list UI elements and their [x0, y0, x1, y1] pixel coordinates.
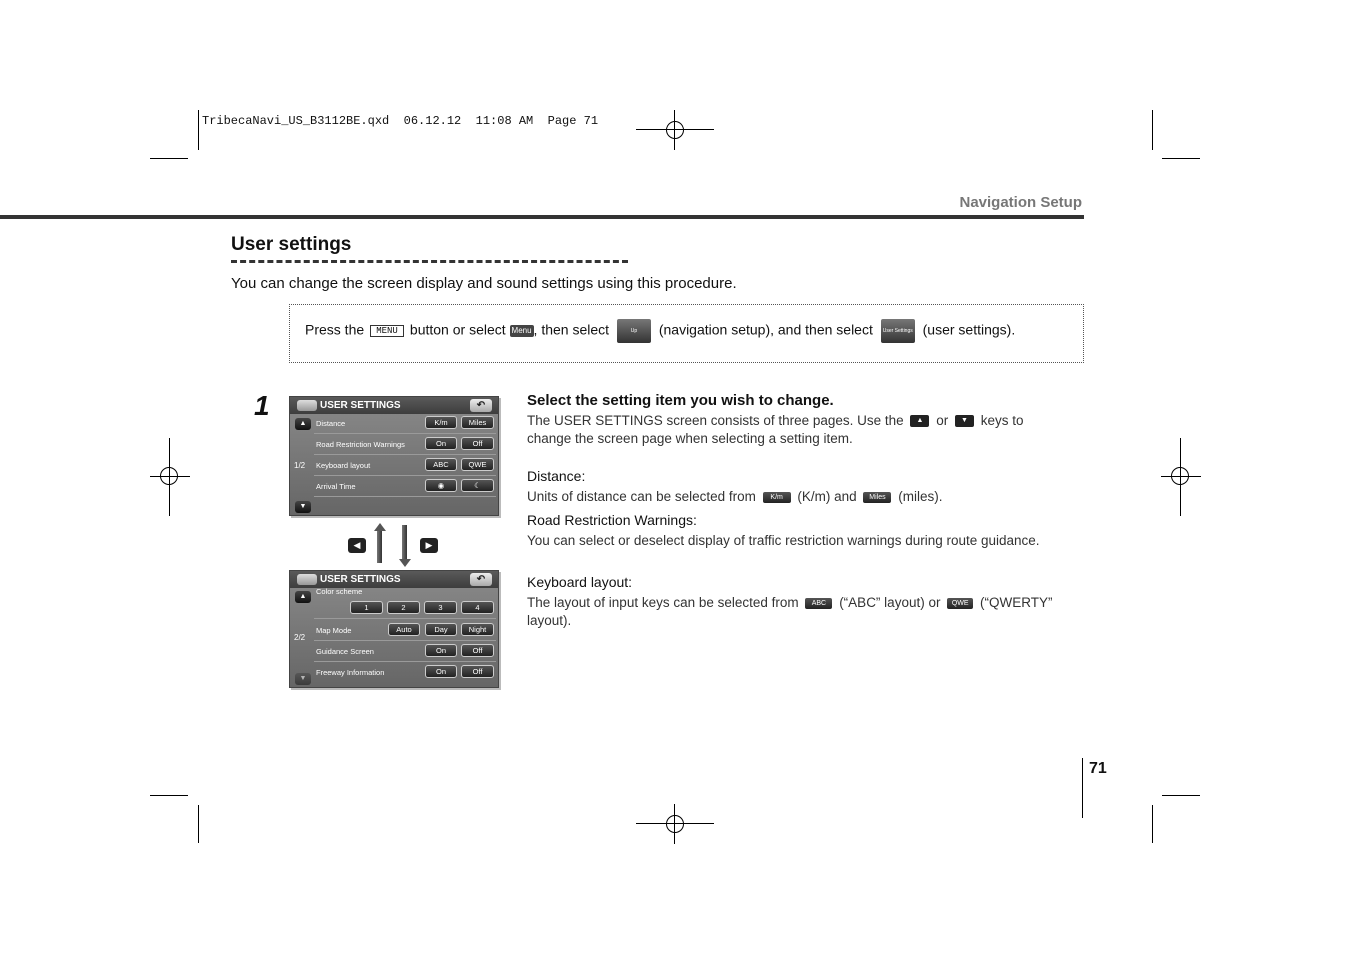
desc-text: (K/m) and	[797, 489, 857, 504]
abc-button[interactable]: ABC	[425, 458, 457, 471]
down-key-icon: ▼	[955, 415, 974, 427]
crop-mark	[1152, 805, 1153, 843]
desc-text: The layout of input keys can be selected from	[527, 595, 799, 610]
screen-title: USER SETTINGS	[320, 574, 401, 585]
miles-button[interactable]: Miles	[461, 416, 494, 429]
procedure-text: (user settings).	[922, 321, 1016, 338]
menu-key: MENU	[370, 325, 404, 337]
registration-mark-bottom	[636, 804, 714, 844]
left-arrow-icon: ◀	[348, 538, 366, 553]
qwe-key-icon: QWE	[947, 598, 973, 609]
page-number-rule	[1082, 758, 1083, 818]
setting-row-freeway-information	[314, 662, 496, 683]
user-settings-screen-page-2	[289, 570, 499, 688]
procedure-text: button or select	[409, 321, 506, 338]
setting-row-arrival-time	[314, 476, 496, 497]
home-icon[interactable]	[297, 574, 317, 585]
road-restriction-term: Road Restriction Warnings:	[527, 512, 697, 528]
crop-mark	[198, 805, 199, 843]
desc-text: (“ABC” layout) or	[839, 595, 941, 610]
registration-mark-top	[636, 110, 714, 150]
distance-desc	[527, 488, 1067, 506]
procedure-text: Press the	[305, 321, 365, 338]
crop-mark	[1162, 795, 1200, 796]
step-body-text: or	[936, 413, 949, 428]
day-button[interactable]: Day	[425, 623, 457, 636]
down-arrow-icon	[402, 525, 407, 559]
running-head: Navigation Setup	[959, 194, 1082, 211]
km-button[interactable]: K/m	[425, 416, 457, 429]
setting-label: Distance	[316, 419, 346, 428]
road-restriction-desc: You can select or deselect display of traffic restriction warnings during route guidance.	[527, 533, 1040, 548]
step-body-text: The USER SETTINGS screen consists of three pages. Use the	[527, 413, 904, 428]
page-flip-arrows	[346, 523, 440, 567]
page-number: 71	[1089, 760, 1107, 777]
moon-icon[interactable]: ☾	[461, 479, 494, 492]
navigation-setup-icon	[617, 309, 651, 343]
keyboard-layout-desc	[527, 594, 1067, 630]
page-indicator: 2/2	[294, 633, 306, 642]
section-dash-rule	[231, 260, 628, 263]
print-slug: TribecaNavi_US_B3112BE.qxd 06.12.12 11:08 AM Page 71	[202, 114, 599, 128]
desc-text: (miles).	[898, 489, 943, 504]
abc-key-icon: ABC	[805, 598, 832, 609]
setting-row-keyboard-layout	[314, 455, 496, 476]
color-scheme-1-button[interactable]: 1	[350, 601, 383, 614]
down-arrowhead-icon	[399, 559, 411, 567]
page-down-icon[interactable]: ▼	[295, 501, 311, 513]
section-title: User settings	[231, 234, 352, 255]
registration-mark-right	[1161, 438, 1201, 516]
procedure-text: (navigation setup), and then select	[658, 321, 873, 338]
crop-mark	[198, 110, 199, 150]
crop-mark	[150, 795, 188, 796]
home-icon[interactable]	[297, 400, 317, 411]
color-scheme-4-button[interactable]: 4	[461, 601, 494, 614]
setting-label: Road Restriction Warnings	[316, 440, 405, 449]
off-button[interactable]: Off	[461, 644, 494, 657]
on-button[interactable]: On	[425, 437, 457, 450]
desc-text: Units of distance can be selected from	[527, 489, 756, 504]
right-arrow-icon: ▶	[420, 538, 438, 553]
header-rule	[0, 215, 1084, 219]
back-icon[interactable]: ↶	[470, 399, 492, 412]
setting-label: Map Mode	[316, 626, 352, 635]
setting-row-distance	[314, 413, 496, 434]
step-heading: Select the setting item you wish to change.	[527, 392, 834, 409]
keyboard-layout-term: Keyboard layout:	[527, 574, 633, 590]
menu-button-icon: Menu	[511, 326, 532, 335]
screen-title: USER SETTINGS	[320, 400, 401, 411]
destination-flag-icon[interactable]: ◉	[425, 479, 457, 492]
user-settings-screen-page-1	[289, 396, 499, 516]
setting-label: Guidance Screen	[316, 647, 374, 656]
qwe-button[interactable]: QWE	[461, 458, 494, 471]
up-key-icon: ▲	[910, 415, 929, 427]
off-button[interactable]: Off	[461, 437, 494, 450]
km-key-icon: K/m	[763, 492, 791, 503]
step-body	[527, 412, 1067, 448]
back-icon[interactable]: ↶	[470, 573, 492, 586]
color-scheme-3-button[interactable]: 3	[424, 601, 457, 614]
miles-key-icon: Miles	[863, 492, 891, 503]
step-number: 1	[254, 390, 270, 421]
screen-header	[290, 397, 498, 414]
procedure-text: , then select	[533, 321, 610, 338]
setting-label: Freeway Information	[316, 668, 385, 677]
setting-row-road-restriction	[314, 434, 496, 455]
setting-row-guidance-screen	[314, 641, 496, 662]
setting-row-map-mode	[314, 620, 496, 641]
navigation-setup-icon-label: Navigation Set Up	[617, 309, 651, 334]
user-settings-icon	[881, 319, 915, 343]
on-button[interactable]: On	[425, 644, 457, 657]
color-scheme-label: Color scheme	[316, 587, 363, 596]
registration-mark-left	[150, 438, 190, 516]
up-arrow-icon	[377, 529, 382, 563]
user-settings-icon-label: User Settings	[882, 328, 913, 334]
distance-term: Distance:	[527, 468, 586, 484]
crop-mark	[1152, 110, 1153, 150]
crop-mark	[150, 158, 188, 159]
up-arrowhead-icon	[374, 523, 386, 531]
on-button[interactable]: On	[425, 665, 457, 678]
page-down-icon[interactable]: ▼	[295, 673, 311, 685]
page-indicator: 1/2	[294, 461, 306, 470]
procedure-box	[289, 304, 1084, 363]
section-intro: You can change the screen display and sound settings using this procedure.	[231, 275, 737, 292]
auto-button[interactable]: Auto	[388, 623, 420, 636]
step-body-text: keys to change the screen page when selecting a setting item.	[527, 413, 1024, 446]
setting-label: Keyboard layout	[316, 461, 371, 470]
off-button[interactable]: Off	[461, 665, 494, 678]
screen-header	[290, 571, 498, 588]
page-up-icon[interactable]: ▲	[295, 591, 311, 603]
crop-mark	[1162, 158, 1200, 159]
setting-label: Arrival Time	[316, 482, 356, 491]
night-button[interactable]: Night	[461, 623, 494, 636]
page-up-icon[interactable]: ▲	[295, 418, 311, 430]
setting-row-color-scheme	[314, 598, 496, 619]
color-scheme-2-button[interactable]: 2	[387, 601, 420, 614]
desc-text: (“QWERTY” layout).	[527, 595, 1053, 628]
